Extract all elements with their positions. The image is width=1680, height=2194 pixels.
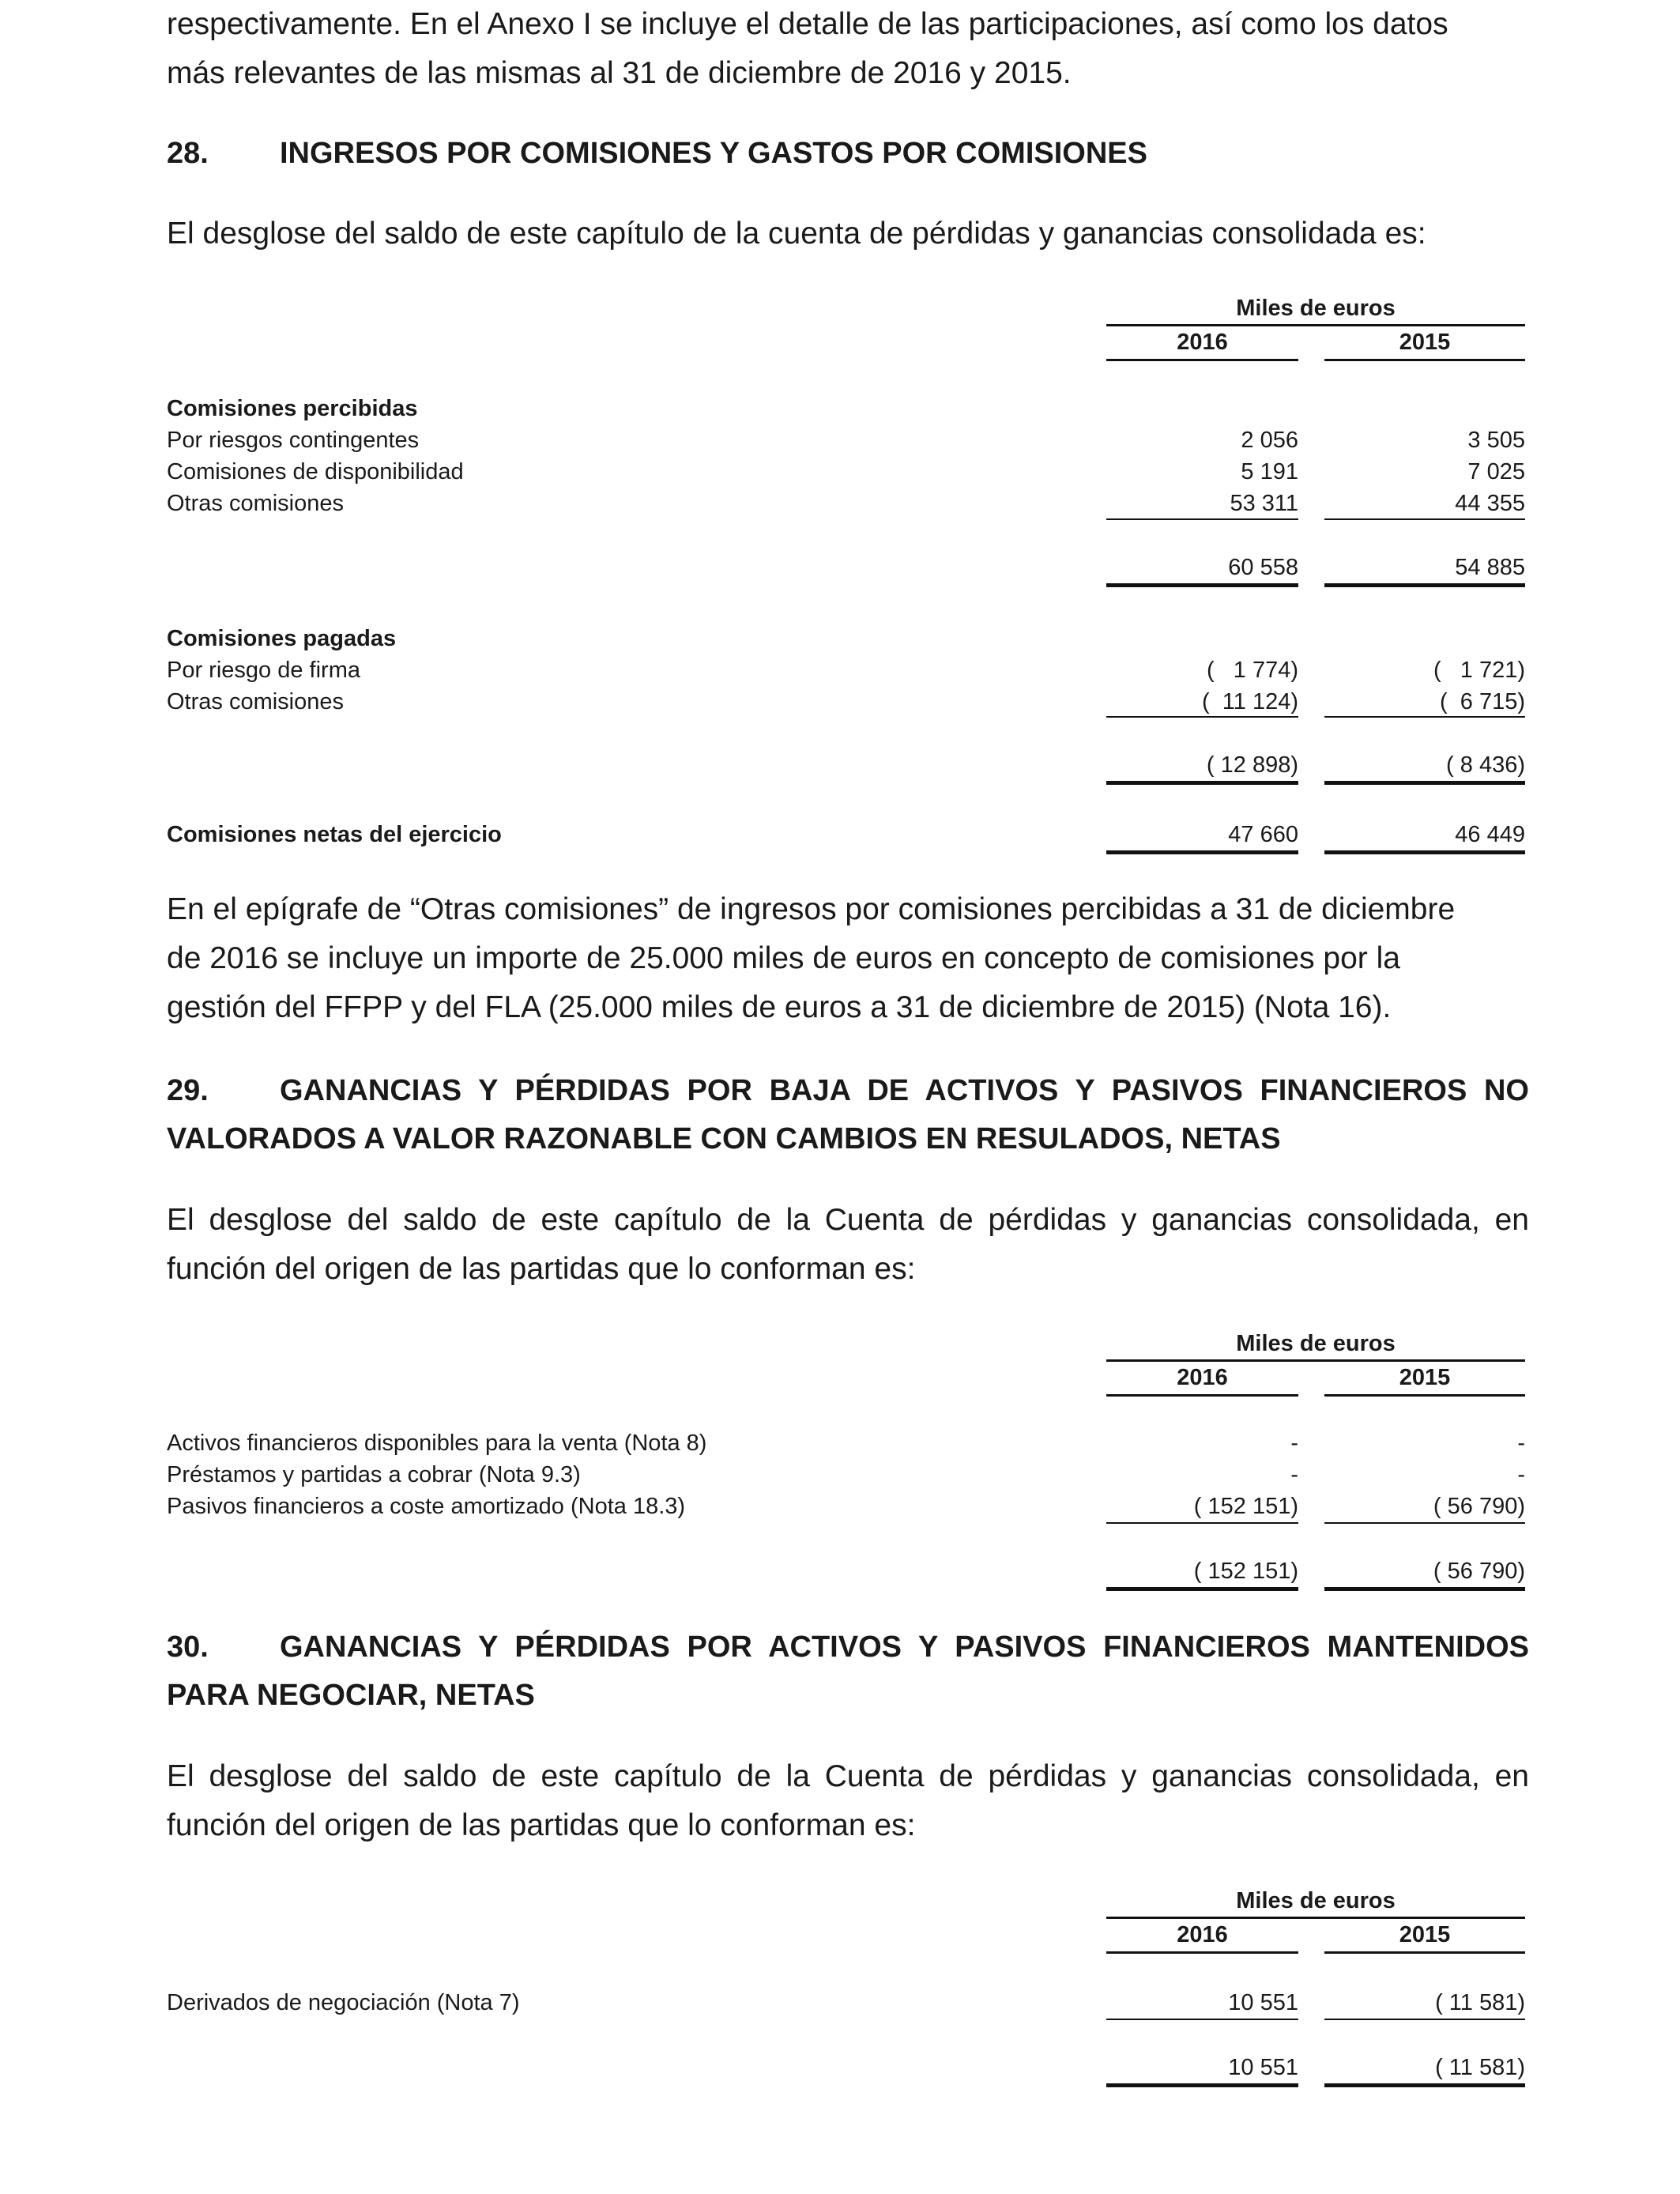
section-28-heading — [167, 130, 1529, 178]
section-28-note — [167, 885, 1529, 1032]
table-unit-header: Miles de euros — [1236, 296, 1396, 321]
col-rule-2015 — [1324, 1394, 1525, 1397]
intro-line-2: más relevantes de las mismas al 31 de diciembre de 2016 y 2015. — [167, 56, 1072, 90]
col-header-2016: 2016 — [1177, 1365, 1228, 1390]
row-value-2015: ( 11 581) — [1435, 1990, 1525, 2015]
subtotal-value-2015: ( 8 436) — [1446, 752, 1525, 778]
row-label: Activos financieros disponibles para la venta (Nota 8) — [167, 1431, 707, 1456]
row-label: Comisiones de disponibilidad — [167, 459, 464, 484]
section-title: GANANCIAS Y PÉRDIDAS POR BAJA DE ACTIVOS Y PASIVOS FINANCIEROS NO VALORADOS A VALOR RAZONABLE CON CAMBIOS EN RESULADOS, NETAS — [167, 1074, 1529, 1155]
note-line-1: En el epígrafe de “Otras comisiones” de ingresos por comisiones percibidas a 31 de diciembre — [167, 892, 1456, 926]
row-value-2016: 10 551 — [1228, 1990, 1298, 2015]
row-value-2015: 3 505 — [1467, 428, 1525, 453]
subtotal-rule-2016 — [1106, 1522, 1298, 1524]
subtotal-value-2016: ( 12 898) — [1206, 752, 1298, 778]
section-title: GANANCIAS Y PÉRDIDAS POR ACTIVOS Y PASIVOS FINANCIEROS MANTENIDOS PARA NEGOCIAR, NETAS — [167, 1630, 1529, 1712]
subtotal-rule-2015 — [1324, 2019, 1525, 2020]
subtotal-rule-2016 — [1106, 518, 1298, 520]
col-rule-2016 — [1106, 1394, 1298, 1397]
section-28-intro: El desglose del saldo de este capítulo de la cuenta de pérdidas y ganancias consolidada es: — [167, 217, 1426, 251]
section-29-heading — [167, 1067, 1529, 1163]
row-value-2016: ( 152 151) — [1193, 1494, 1298, 1519]
total-rule-2015 — [1324, 2083, 1525, 2087]
section-30-heading — [167, 1623, 1529, 1720]
row-value-2016: 5 191 — [1241, 459, 1298, 484]
total-rule-2015 — [1324, 1587, 1525, 1591]
section-29-intro: El desglose del saldo de este capítulo de la Cuenta de pérdidas y ganancias consolidada, en función del origen de las partidas que lo conforman es: — [167, 1203, 1529, 1286]
total-value-2016: ( 152 151) — [1193, 1559, 1298, 1584]
row-label: Otras comisiones — [167, 491, 345, 516]
section-number: 28. — [167, 137, 209, 170]
row-label: Derivados de negociación (Nota 7) — [167, 1990, 520, 2015]
subtotal-value-2015: 54 885 — [1455, 555, 1525, 580]
row-value-2015: ( 56 790) — [1433, 1494, 1525, 1519]
net-value-2015: 46 449 — [1455, 822, 1525, 847]
table-unit-header: Miles de euros — [1236, 1331, 1396, 1356]
subtotal-rule-2015 — [1324, 716, 1525, 718]
row-label: Otras comisiones — [167, 689, 345, 714]
row-label: Pasivos financieros a coste amortizado (Nota 18.3) — [167, 1494, 686, 1519]
col-header-2015: 2015 — [1399, 1922, 1451, 1947]
col-header-2016: 2016 — [1177, 1922, 1228, 1947]
col-rule-2015 — [1324, 359, 1525, 361]
col-rule-2015 — [1324, 1951, 1525, 1954]
row-value-2016: 2 056 — [1241, 428, 1298, 453]
intro-line-1: respectivamente. En el Anexo I se incluye el detalle de las participaciones, así como los datos — [167, 7, 1448, 41]
total-value-2016: 10 551 — [1228, 2055, 1298, 2080]
total-rule-2016 — [1106, 583, 1298, 587]
subtotal-rule-2015 — [1324, 1522, 1525, 1524]
row-value-2016: ( 1 774) — [1206, 658, 1298, 683]
intro-paragraph — [167, 0, 1529, 98]
row-value-2015: 44 355 — [1455, 491, 1525, 516]
net-rule-2016 — [1106, 850, 1298, 854]
section-number: 30. — [167, 1630, 209, 1664]
row-value-2015: - — [1517, 1462, 1525, 1487]
col-rule-2016 — [1106, 359, 1298, 361]
net-value-2016: 47 660 — [1228, 822, 1298, 847]
total-rule-2016 — [1106, 781, 1298, 785]
row-value-2015: ( 6 715) — [1440, 689, 1525, 714]
net-rule-2015 — [1324, 850, 1525, 854]
col-rule-2016 — [1106, 1951, 1298, 1954]
net-label: Comisiones netas del ejercicio — [167, 822, 502, 847]
row-label: Por riesgo de firma — [167, 658, 360, 683]
total-rule-2016 — [1106, 1587, 1298, 1591]
group-title: Comisiones pagadas — [167, 626, 397, 651]
row-value-2016: - — [1290, 1431, 1298, 1456]
row-value-2015: ( 1 721) — [1433, 658, 1525, 683]
total-value-2015: ( 56 790) — [1433, 1559, 1525, 1584]
note-line-2: de 2016 se incluye un importe de 25.000 miles de euros en concepto de comisiones por la — [167, 941, 1400, 975]
note-line-3: gestión del FFPP y del FLA (25.000 miles de euros a 31 de diciembre de 2015) (Nota 16). — [167, 990, 1392, 1024]
subtotal-rule-2016 — [1106, 716, 1298, 718]
total-rule-2016 — [1106, 2083, 1298, 2087]
row-value-2015: - — [1517, 1431, 1525, 1456]
section-title: INGRESOS POR COMISIONES Y GASTOS POR COMISIONES — [280, 137, 1147, 170]
total-rule-2015 — [1324, 583, 1525, 587]
subtotal-value-2016: 60 558 — [1228, 555, 1298, 580]
group-title: Comisiones percibidas — [167, 396, 418, 421]
col-header-2015: 2015 — [1399, 330, 1451, 355]
subtotal-rule-2016 — [1106, 2019, 1298, 2020]
section-number: 29. — [167, 1074, 209, 1107]
row-value-2016: 53 311 — [1230, 491, 1298, 516]
row-value-2016: ( 11 124) — [1202, 689, 1298, 714]
table-unit-header: Miles de euros — [1236, 1888, 1396, 1913]
col-header-2015: 2015 — [1399, 1365, 1451, 1390]
row-label: Préstamos y partidas a cobrar (Nota 9.3) — [167, 1462, 581, 1487]
col-header-2016: 2016 — [1177, 330, 1228, 355]
total-value-2015: ( 11 581) — [1435, 2055, 1525, 2080]
section-30-intro: El desglose del saldo de este capítulo de la Cuenta de pérdidas y ganancias consolidada, en función del origen de las partidas que lo conforman es: — [167, 1759, 1529, 1842]
row-value-2015: 7 025 — [1467, 459, 1525, 484]
subtotal-rule-2015 — [1324, 518, 1525, 520]
row-label: Por riesgos contingentes — [167, 428, 420, 453]
row-value-2016: - — [1290, 1462, 1298, 1487]
total-rule-2015 — [1324, 781, 1525, 785]
